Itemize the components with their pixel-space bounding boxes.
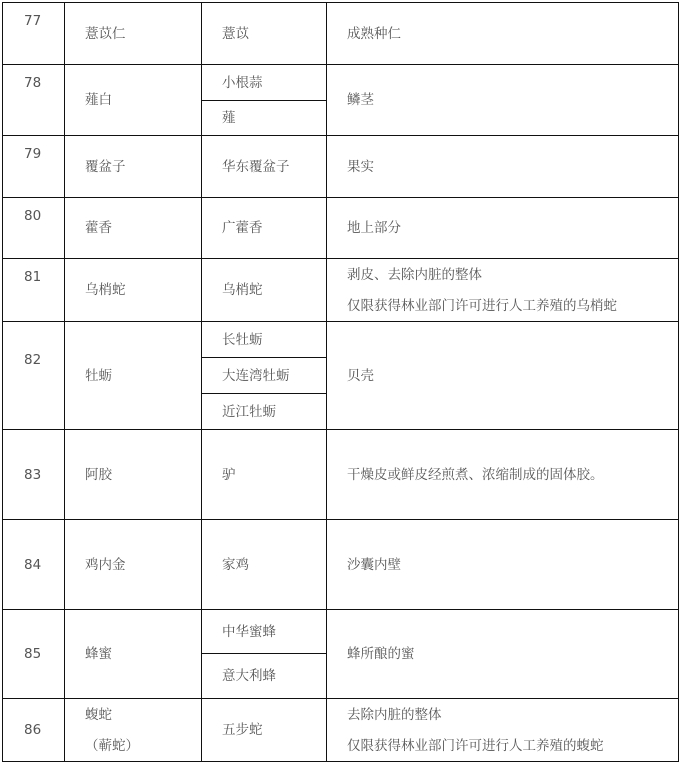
used-part: [327, 259, 679, 322]
material-name: 阿胶: [65, 430, 202, 520]
used-part: 蜂所酿的蜜: [327, 610, 679, 699]
row-number: 78: [3, 65, 65, 136]
part-line: 剥皮、去除内脏的整体: [347, 266, 482, 283]
row-number: 77: [3, 3, 65, 65]
table-row: [3, 520, 679, 610]
species: 驴: [202, 430, 327, 520]
species: 薤: [202, 101, 327, 136]
medicinal-materials-table: [2, 2, 679, 762]
species: 近江牡蛎: [202, 394, 327, 430]
used-part: 沙囊内壁: [327, 520, 679, 610]
table-row: [3, 322, 679, 358]
species: 大连湾牡蛎: [202, 358, 327, 394]
table-row: [3, 65, 679, 101]
material-name: 蜂蜜: [65, 610, 202, 699]
row-number: 82: [3, 322, 65, 430]
used-part: [327, 699, 679, 762]
row-number: 83: [3, 430, 65, 520]
species: 薏苡: [202, 3, 327, 65]
table-row: [3, 198, 679, 259]
table-row: [3, 259, 679, 322]
used-part: 地上部分: [327, 198, 679, 259]
species: 华东覆盆子: [202, 136, 327, 198]
table-row: [3, 430, 679, 520]
species: 小根蒜: [202, 65, 327, 101]
species: 意大利蜂: [202, 654, 327, 699]
used-part: 贝壳: [327, 322, 679, 430]
species: 广藿香: [202, 198, 327, 259]
material-name: 覆盆子: [65, 136, 202, 198]
row-number: 84: [3, 520, 65, 610]
row-number: 85: [3, 610, 65, 699]
used-part: 干燥皮或鲜皮经煎煮、浓缩制成的固体胶。: [327, 430, 679, 520]
species: 中华蜜蜂: [202, 610, 327, 654]
row-number: 79: [3, 136, 65, 198]
material-name: 乌梢蛇: [65, 259, 202, 322]
row-number: 86: [3, 699, 65, 762]
species: 乌梢蛇: [202, 259, 327, 322]
table-row: [3, 610, 679, 654]
material-name: 牡蛎: [65, 322, 202, 430]
species: 家鸡: [202, 520, 327, 610]
row-number: 80: [3, 198, 65, 259]
name-line: 蝮蛇: [85, 706, 112, 723]
table-row: [3, 699, 679, 762]
used-part: 果实: [327, 136, 679, 198]
material-name: 薏苡仁: [65, 3, 202, 65]
name-alias: （蕲蛇）: [85, 737, 139, 754]
table-row: [3, 136, 679, 198]
used-part: 成熟种仁: [327, 3, 679, 65]
species: 长牡蛎: [202, 322, 327, 358]
material-name: 薤白: [65, 65, 202, 136]
part-line: 去除内脏的整体: [347, 706, 442, 723]
part-note: 仅限获得林业部门许可进行人工养殖的蝮蛇: [347, 737, 604, 754]
species: 五步蛇: [202, 699, 327, 762]
material-name: [65, 699, 202, 762]
material-name: 鸡内金: [65, 520, 202, 610]
table-row: [3, 3, 679, 65]
row-number: 81: [3, 259, 65, 322]
part-note: 仅限获得林业部门许可进行人工养殖的乌梢蛇: [347, 297, 617, 314]
material-name: 藿香: [65, 198, 202, 259]
used-part: 鳞茎: [327, 65, 679, 136]
